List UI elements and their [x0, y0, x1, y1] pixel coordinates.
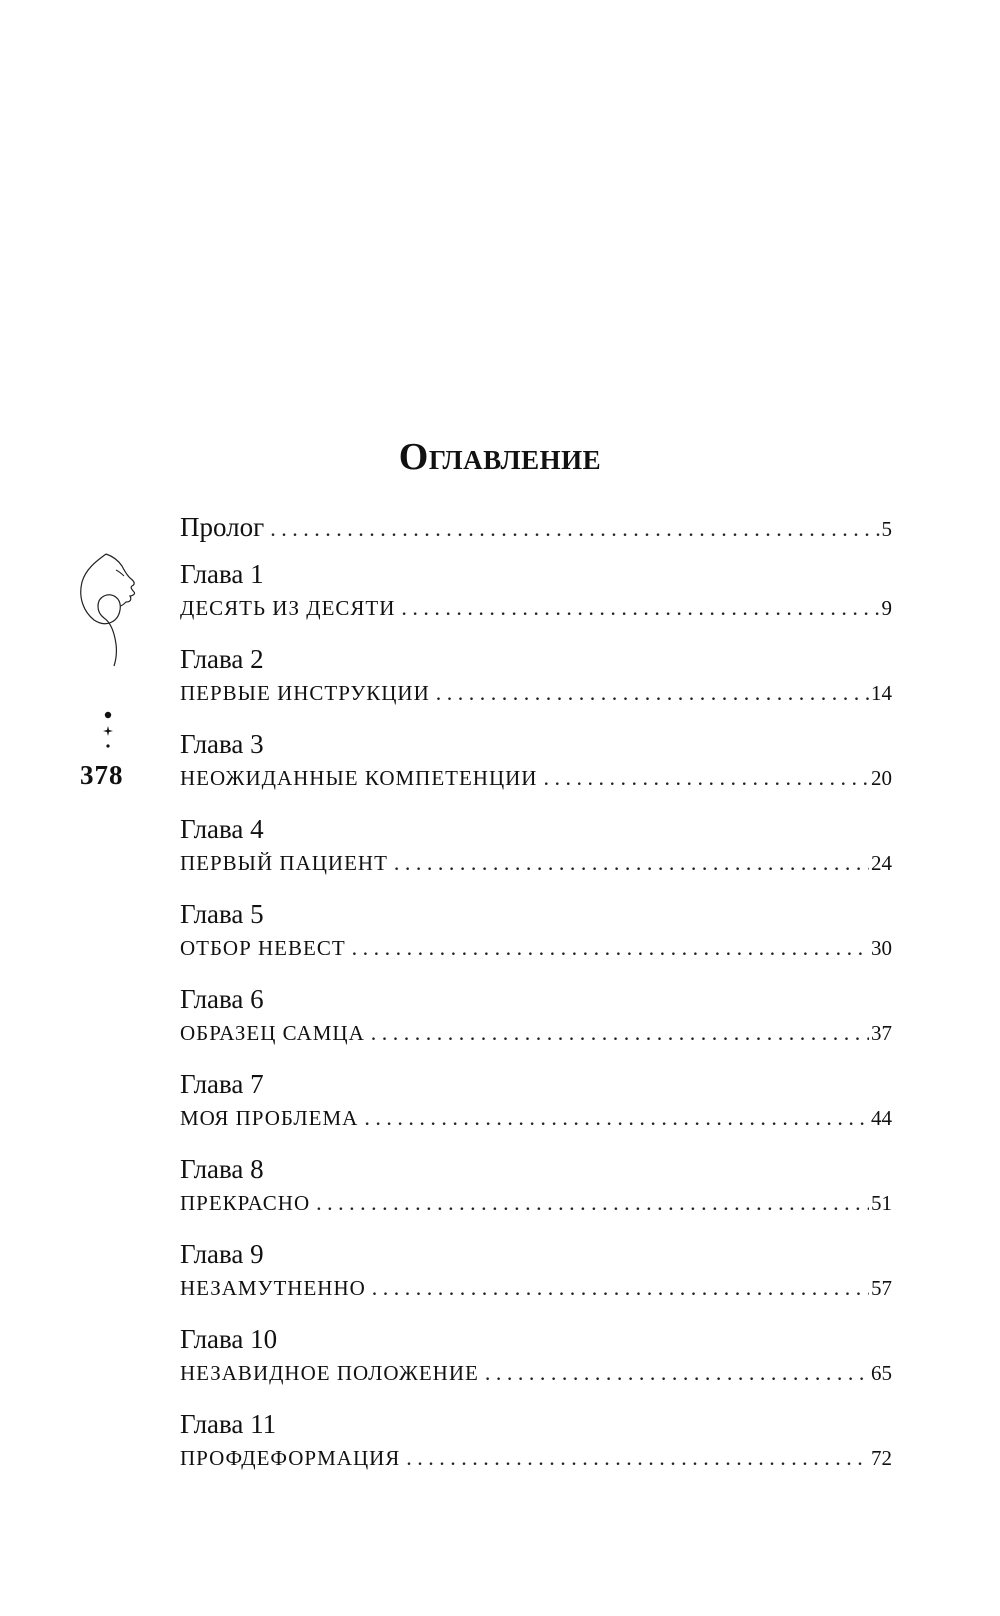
dot-leader: [316, 1190, 869, 1216]
chapter-title: ПЕРВЫЕ ИНСТРУКЦИИ: [180, 681, 430, 705]
toc-page-number: 72: [871, 1446, 892, 1470]
chapter-number: Глава 5: [180, 899, 264, 929]
chapter-number: Глава 2: [180, 644, 264, 674]
toc-entry-chapter-9[interactable]: [180, 1233, 892, 1318]
chapter-number: Глава 7: [180, 1069, 264, 1099]
dot-leader: [436, 680, 869, 706]
chapter-title: ПРЕКРАСНО: [180, 1191, 311, 1215]
toc-page-number: 37: [871, 1021, 892, 1045]
toc-entry-chapter-6[interactable]: [180, 978, 892, 1063]
chapter-title: ПРОФДЕФОРМАЦИЯ: [180, 1446, 401, 1470]
chapter-title: ПЕРВЫЙ ПАЦИЕНТ: [180, 851, 388, 875]
toc-entry-chapter-7[interactable]: [180, 1063, 892, 1148]
chapter-title: НЕЗАМУТНЕННО: [180, 1276, 366, 1300]
chapter-title: НЕЗАВИДНОЕ ПОЛОЖЕНИЕ: [180, 1361, 479, 1385]
toc-page-number: 5: [881, 517, 892, 541]
chapter-number: Глава 10: [180, 1324, 278, 1354]
chapter-number: Глава 3: [180, 729, 264, 759]
dot-leader: [401, 595, 879, 621]
dot-leader: [364, 1105, 869, 1131]
page-number: 378: [80, 760, 124, 790]
face-profile-line-art-icon: [76, 548, 146, 668]
chapter-number: Глава 9: [180, 1239, 264, 1269]
toc-entry-chapter-8[interactable]: [180, 1148, 892, 1233]
toc-entry-chapter-10[interactable]: [180, 1318, 892, 1403]
dot-leader: [543, 765, 869, 791]
toc-entry-chapter-3[interactable]: [180, 723, 892, 808]
ornament-dots-icon: [100, 710, 116, 752]
chapter-title: ОБРАЗЕЦ САМЦА: [180, 1021, 365, 1045]
toc-entry-chapter-4[interactable]: [180, 808, 892, 893]
chapter-number: Глава 11: [180, 1409, 277, 1439]
page-title: Оглавление: [398, 436, 602, 478]
dot-leader: [394, 850, 869, 876]
dot-leader: [352, 935, 869, 961]
dot-leader: [406, 1445, 869, 1471]
toc-page-number: 9: [881, 596, 892, 620]
dot-leader: [270, 516, 879, 542]
toc-entry-chapter-11[interactable]: [180, 1403, 892, 1488]
chapter-title: НЕОЖИДАННЫЕ КОМПЕТЕНЦИИ: [180, 766, 538, 790]
toc-page-number: 51: [871, 1191, 892, 1215]
toc-page-number: 20: [871, 766, 892, 790]
toc-page-number: 24: [871, 851, 892, 875]
chapter-number: Глава 8: [180, 1154, 264, 1184]
chapter-title: ДЕСЯТЬ ИЗ ДЕСЯТИ: [180, 596, 396, 620]
toc-entry-prolog[interactable]: [180, 512, 892, 553]
toc-entry-chapter-2[interactable]: [180, 638, 892, 723]
dot-leader: [485, 1360, 869, 1386]
chapter-number: Глава 6: [180, 984, 264, 1014]
toc-entry-label: Пролог: [180, 512, 265, 542]
chapter-title: МОЯ ПРОБЛЕМА: [180, 1106, 359, 1130]
toc-page-number: 65: [871, 1361, 892, 1385]
toc-entry-chapter-1[interactable]: [180, 553, 892, 638]
toc-page-number: 14: [871, 681, 892, 705]
chapter-title: ОТБОР НЕВЕСТ: [180, 936, 346, 960]
toc-page-number: 44: [871, 1106, 892, 1130]
table-of-contents: [180, 512, 892, 1488]
dot-leader: [371, 1020, 869, 1046]
dot-leader: [372, 1275, 869, 1301]
toc-page-number: 57: [871, 1276, 892, 1300]
toc-entry-chapter-5[interactable]: [180, 893, 892, 978]
chapter-number: Глава 4: [180, 814, 264, 844]
toc-page-number: 30: [871, 936, 892, 960]
chapter-number: Глава 1: [180, 559, 264, 589]
